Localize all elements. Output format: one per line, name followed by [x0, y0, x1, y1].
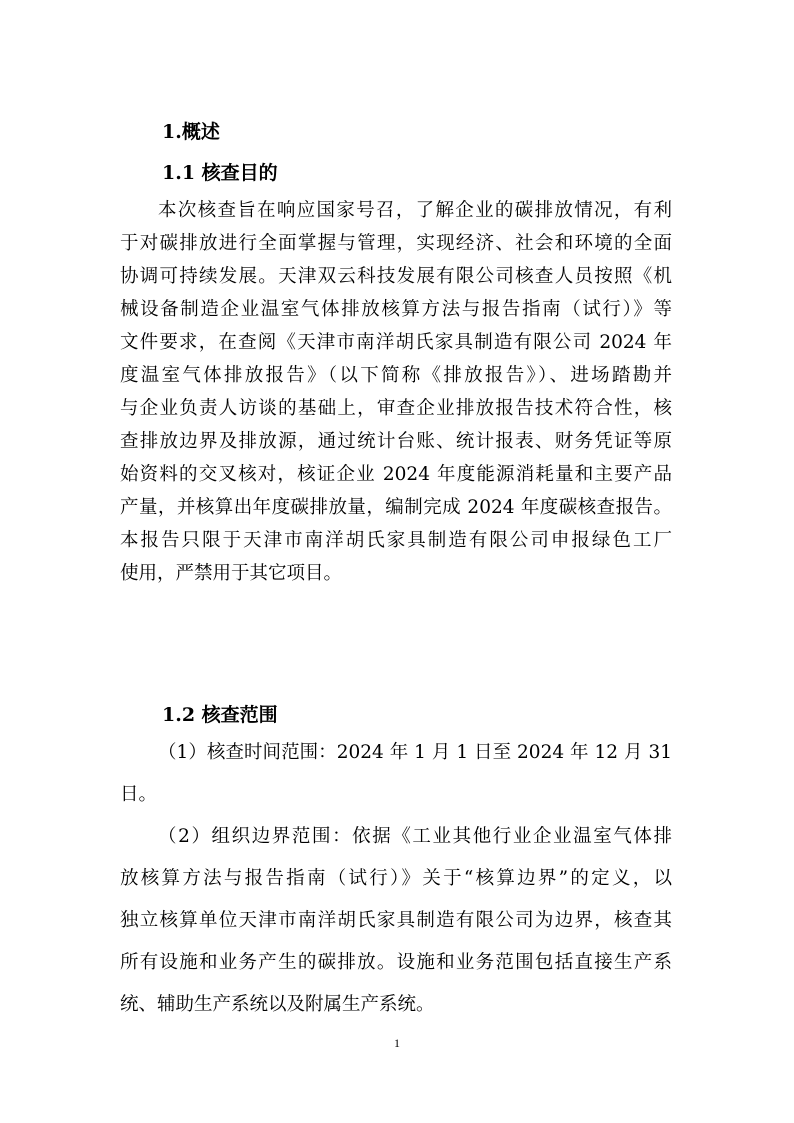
paragraph-line: 产量，并核算出年度碳排放量，编制完成 2024 年度碳核查报告。 — [120, 497, 672, 518]
paragraph-line: 使用，严禁用于其它项目。 — [120, 563, 343, 584]
heading-purpose: 1.1 核查目的 — [162, 162, 278, 184]
paragraph-line: 始资料的交叉核对，核证企业 2024 年度能源消耗量和主要产品 — [120, 464, 672, 485]
paragraph-line: 械设备制造企业温室气体排放核算方法与报告指南（试行）》等 — [120, 299, 672, 320]
paragraph-line: 统、辅助生产系统以及附属生产系统。 — [120, 994, 435, 1015]
paragraph-line: 本报告只限于天津市南洋胡氏家具制造有限公司申报绿色工厂 — [120, 530, 672, 551]
paragraph-line: 独立核算单位天津市南洋胡氏家具制造有限公司为边界，核查其 — [120, 910, 672, 931]
page-number: 1 — [394, 1036, 400, 1050]
paragraph-line: 本次核查旨在响应国家号召，了解企业的碳排放情况，有利 — [158, 200, 672, 221]
heading-overview: 1.概述 — [162, 121, 220, 143]
paragraph-line: 协调可持续发展。天津双云科技发展有限公司核查人员按照《机 — [120, 266, 672, 287]
paragraph-line: 于对碳排放进行全面掌握与管理，实现经济、社会和环境的全面 — [120, 233, 672, 254]
paragraph-line: 日。 — [120, 784, 158, 805]
paragraph-line: （2）组织边界范围：依据《工业其他行业企业温室气体排 — [158, 826, 672, 847]
paragraph-line: 放核算方法与报告指南（试行）》关于“核算边界”的定义，以 — [120, 868, 672, 889]
paragraph-line: 度温室气体排放报告》（以下简称《排放报告》）、进场踏勘并 — [120, 365, 672, 386]
paragraph-line: 所有设施和业务产生的碳排放。设施和业务范围包括直接生产系 — [120, 952, 672, 973]
paragraph-line: 查排放边界及排放源，通过统计台账、统计报表、财务凭证等原 — [120, 431, 672, 452]
paragraph-line: 文件要求，在查阅《天津市南洋胡氏家具制造有限公司 2024 年 — [120, 332, 672, 353]
paragraph-line: （1）核查时间范围：2024 年 1 月 1 日至 2024 年 12 月 31 — [158, 742, 672, 763]
paragraph-line: 与企业负责人访谈的基础上，审查企业排放报告技术符合性，核 — [120, 398, 672, 419]
heading-scope: 1.2 核查范围 — [162, 704, 278, 726]
